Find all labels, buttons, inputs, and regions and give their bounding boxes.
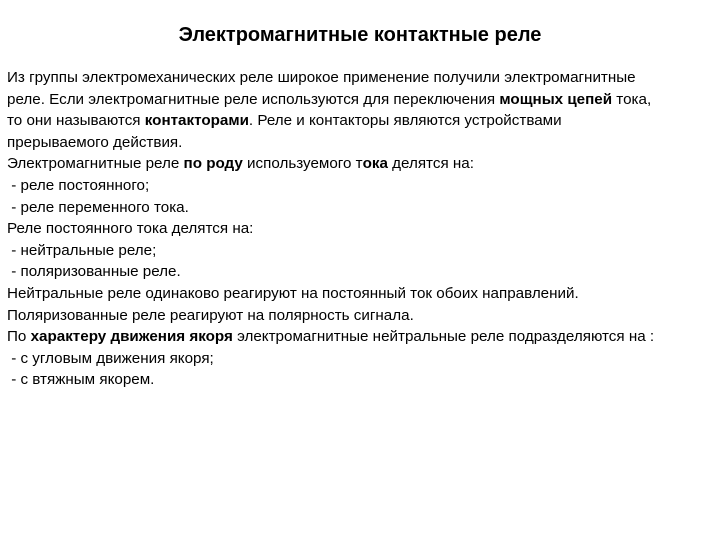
text-segment: Из группы электромеханических реле широкое применение получили электромагнитные — [7, 69, 636, 86]
paragraph-line — [7, 240, 715, 262]
text-segment: - с втяжным якорем. — [7, 371, 155, 389]
text-segment: - реле переменного тока. — [7, 198, 189, 216]
text-segment: Поляризованные реле реагируют на полярность сигнала. — [7, 306, 414, 324]
paragraph-line — [7, 369, 715, 391]
text-segment: Нейтральные реле одинаково реагируют на постоянный ток обоих направлений. — [7, 284, 579, 302]
text-segment: - нейтральные реле; — [7, 241, 157, 259]
text-segment: - с угловым движения якоря; — [7, 349, 214, 367]
emphasized-text: контакторами — [144, 112, 249, 130]
paragraph-line — [7, 218, 715, 240]
paragraph-line — [7, 261, 715, 283]
slide-title: Электромагнитные контактные реле — [178, 24, 542, 46]
paragraph-line — [7, 110, 715, 132]
paragraph-line — [7, 283, 715, 305]
text-segment: Реле постоянного тока делятся на: — [7, 220, 254, 238]
text-segment: делятся на: — [387, 155, 474, 173]
text-segment: прерываемого действия. — [7, 133, 183, 151]
text-segment: тока, — [612, 90, 652, 108]
slide-body — [7, 67, 715, 391]
text-segment: . Реле и контакторы являются устройствами — [248, 112, 562, 130]
paragraph-line — [7, 348, 715, 370]
text-segment: По — [7, 328, 31, 346]
paragraph-line — [7, 175, 715, 197]
emphasized-text: характеру движения якоря — [30, 328, 233, 346]
paragraph-line — [7, 326, 715, 348]
paragraph-line — [7, 305, 715, 327]
text-segment: реле. Если электромагнитные реле используются для переключения — [7, 90, 500, 108]
emphasized-text: ока — [362, 155, 388, 173]
paragraph-line — [7, 197, 715, 219]
paragraph-line — [7, 153, 715, 175]
paragraph-line — [7, 132, 715, 154]
text-segment: Электромагнитные реле — [7, 155, 184, 173]
text-segment: электромагнитные нейтральные реле подразделяются на : — [232, 328, 655, 346]
paragraph-line — [7, 89, 715, 111]
text-segment: - поляризованные реле. — [7, 263, 181, 281]
emphasized-text: по роду — [183, 155, 243, 173]
paragraph-line — [7, 67, 715, 89]
text-segment: используемого т — [242, 155, 363, 173]
text-segment: то они называются — [7, 112, 145, 130]
emphasized-text: мощных цепей — [499, 90, 613, 108]
text-segment: - реле постоянного; — [7, 176, 150, 194]
